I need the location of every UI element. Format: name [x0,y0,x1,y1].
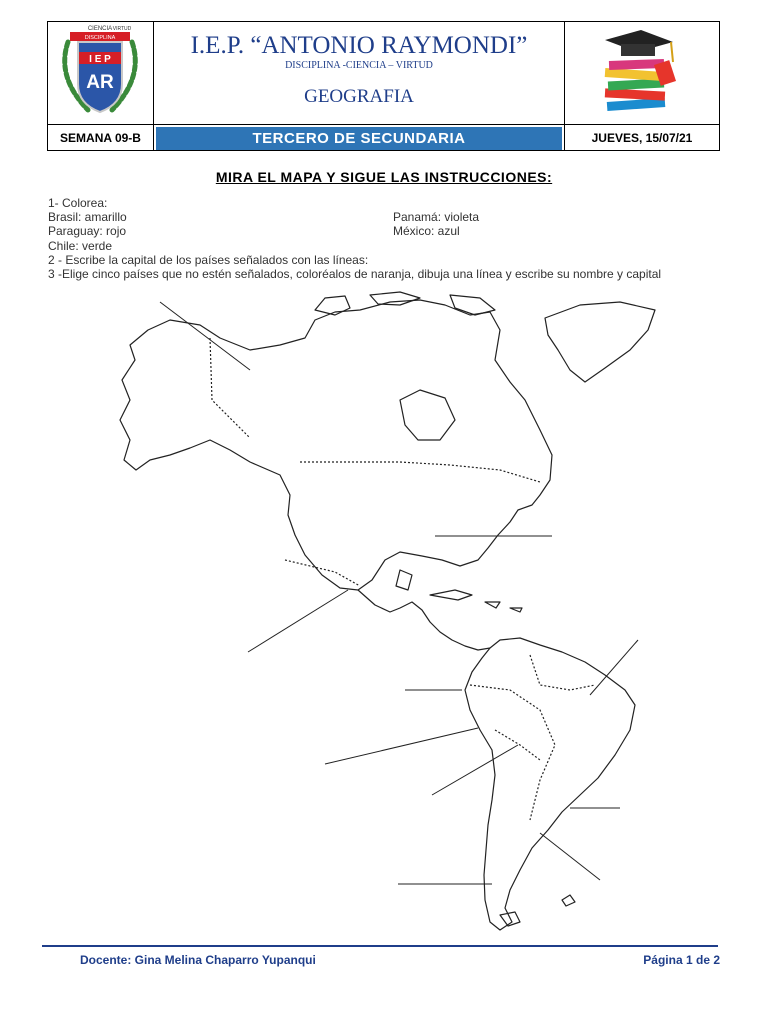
americas-outline-map [100,290,680,940]
instructions [48,196,728,281]
pointer-line [325,728,478,764]
pointer-line [590,640,638,695]
logo-cell [48,22,154,124]
books-cell [564,22,719,124]
instruction-row [48,210,728,224]
logo-band-text: I E P [89,54,111,65]
activity-title: MIRA EL MAPA Y SIGUE LAS INSTRUCCIONES: [215,169,553,185]
instruction-step-3: 3 -Elige cinco países que no estén señalados, coloréalos de naranja, dibuja una línea y escribe su nombre y capital [48,266,662,281]
north-america-outline [120,300,552,590]
date-label: JUEVES, 15/07/21 [564,125,719,151]
instruction-step-1: 1- Colorea: [48,196,108,210]
instruction-row [48,239,728,253]
logo-initials: AR [86,72,114,93]
central-america-outline [358,590,490,650]
grade-banner: TERCERO DE SECUNDARIA [156,127,562,150]
color-brasil: Brasil: amarillo [48,210,127,225]
pointer-line [248,590,348,652]
pointer-line [540,833,600,880]
week-label: SEMANA 09-B [48,125,154,151]
school-name: I.E.P. “ANTONIO RAYMONDI” [190,32,528,59]
title-cell [154,22,564,124]
pointer-line [432,745,518,795]
color-mexico: México: azul [393,224,460,239]
logo-arc-text: CIENCIA [87,26,113,32]
color-panama: Panamá: violeta [393,210,480,225]
color-chile: Chile: verde [48,238,113,253]
instruction-step-2: 2 - Escribe la capital de los países señalados con las líneas: [48,252,369,267]
pointer-lines [160,302,638,884]
logo-right-text: VIRTUD [112,26,132,32]
south-america-outline [465,638,635,930]
footer-divider [42,945,718,947]
color-paraguay: Paraguay: rojo [48,224,127,239]
footer [80,953,720,967]
school-motto: DISCIPLINA -CIENCIA – VIRTUD [285,60,433,71]
subject-title: GEOGRAFIA [304,86,414,107]
logo-ribbon-text: DISCIPLINA [84,35,116,41]
page-number: Página 1 de 2 [643,953,720,967]
pointer-line [160,302,250,370]
instruction-row [48,224,728,238]
teacher-name: Docente: Gina Melina Chaparro Yupanqui [80,953,316,967]
header-table [47,21,720,151]
books-graduation-cap-icon [565,22,718,122]
info-row [48,124,719,151]
school-logo [48,22,152,122]
greenland-outline [545,302,655,382]
